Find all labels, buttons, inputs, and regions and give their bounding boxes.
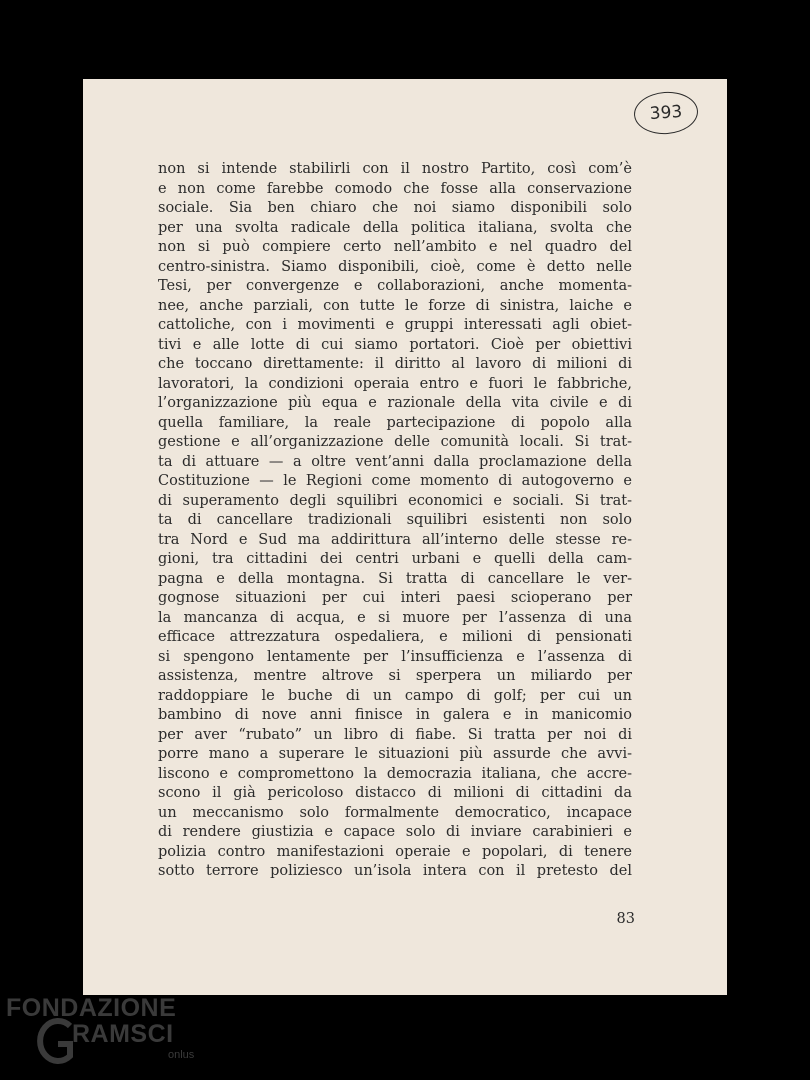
text-line: centro-sinistra. Siamo disponibili, cioè, come è detto nelle bbox=[158, 258, 632, 275]
fondazione-gramsci-watermark bbox=[6, 994, 206, 1078]
text-line: che toccano direttamente: il diritto al lavoro di milioni di bbox=[158, 356, 632, 372]
text-line: liscono e compromettono la democrazia italiana, che accre- bbox=[158, 765, 632, 782]
watermark-suffix: onlus bbox=[168, 1049, 195, 1061]
document-page bbox=[83, 79, 727, 995]
watermark-line-1: FONDAZIONE bbox=[6, 994, 177, 1022]
watermark-g-logo-icon bbox=[36, 1016, 76, 1066]
text-line: tra Nord e Sud ma addirittura all’interno delle stesse re- bbox=[158, 531, 632, 548]
text-line: sociale. Sia ben chiaro che noi siamo disponibili solo bbox=[158, 200, 632, 216]
text-line: non si può compiere certo nell’ambito e nel quadro del bbox=[158, 239, 632, 255]
text-line: la mancanza di acqua, e si muore per l’assenza di una bbox=[158, 609, 632, 626]
text-line: l’organizzazione più equa e razionale della vita civile e di bbox=[158, 395, 632, 411]
text-line: nee, anche parziali, con tutte le forze di sinistra, laiche e bbox=[158, 297, 632, 314]
text-line: quella familiare, la reale partecipazione di popolo alla bbox=[158, 414, 632, 431]
archive-number-stamp: 393 bbox=[633, 90, 700, 136]
text-line: sotto terrore poliziesco un’isola intera con il pretesto del bbox=[158, 863, 632, 879]
text-line: gestione e all’organizzazione delle comunità locali. Si trat- bbox=[158, 434, 632, 450]
text-line: e non come farebbe comodo che fosse alla conservazione bbox=[158, 180, 632, 197]
text-line: cattoliche, con i movimenti e gruppi interessati agli obiet- bbox=[158, 317, 632, 333]
text-line: ta di attuare — a oltre vent’anni dalla proclamazione della bbox=[158, 453, 632, 470]
text-line: polizia contro manifestazioni operaie e popolari, di tenere bbox=[158, 843, 632, 860]
page-number: 83 bbox=[616, 911, 635, 927]
text-line: per aver “rubato” un libro di fiabe. Si tratta per noi di bbox=[158, 726, 632, 743]
text-line: per una svolta radicale della politica italiana, svolta che bbox=[158, 219, 632, 236]
text-line: bambino di nove anni finisce in galera e in manicomio bbox=[158, 707, 632, 723]
text-line: ta di cancellare tradizionali squilibri esistenti non solo bbox=[158, 512, 632, 528]
text-line: assistenza, mentre altrove si sperpera un miliardo per bbox=[158, 668, 632, 684]
text-line: tivi e alle lotte di cui siamo portatori. Cioè per obiettivi bbox=[158, 336, 632, 353]
text-line: si spengono lentamente per l’insufficienza e l’assenza di bbox=[158, 648, 632, 665]
text-line: porre mano a superare le situazioni più assurde che avvi- bbox=[158, 746, 632, 762]
text-line: pagna e della montagna. Si tratta di cancellare le ver- bbox=[158, 570, 632, 587]
text-line: lavoratori, la condizioni operaia entro e fuori le fabbriche, bbox=[158, 375, 632, 392]
body-paragraph bbox=[158, 160, 632, 882]
text-line: gognose situazioni per cui interi paesi scioperano per bbox=[158, 590, 632, 606]
text-line: gioni, tra cittadini dei centri urbani e quelli della cam- bbox=[158, 551, 632, 567]
text-line: Tesi, per convergenze e collaborazioni, anche momenta- bbox=[158, 278, 632, 294]
watermark-line-2: RAMSCI bbox=[72, 1020, 174, 1048]
text-line: di rendere giustizia e capace solo di inviare carabinieri e bbox=[158, 824, 632, 840]
text-line: efficace attrezzatura ospedaliera, e milioni di pensionati bbox=[158, 629, 632, 645]
text-line: Costituzione — le Regioni come momento di autogoverno e bbox=[158, 473, 632, 489]
text-line: un meccanismo solo formalmente democratico, incapace bbox=[158, 804, 632, 821]
text-line: non si intende stabilirli con il nostro Partito, così com’è bbox=[158, 161, 632, 177]
text-line: scono il già pericoloso distacco di milioni di cittadini da bbox=[158, 785, 632, 801]
text-line: raddoppiare le buche di un campo di golf; per cui un bbox=[158, 687, 632, 704]
text-line: di superamento degli squilibri economici e sociali. Si trat- bbox=[158, 492, 632, 509]
